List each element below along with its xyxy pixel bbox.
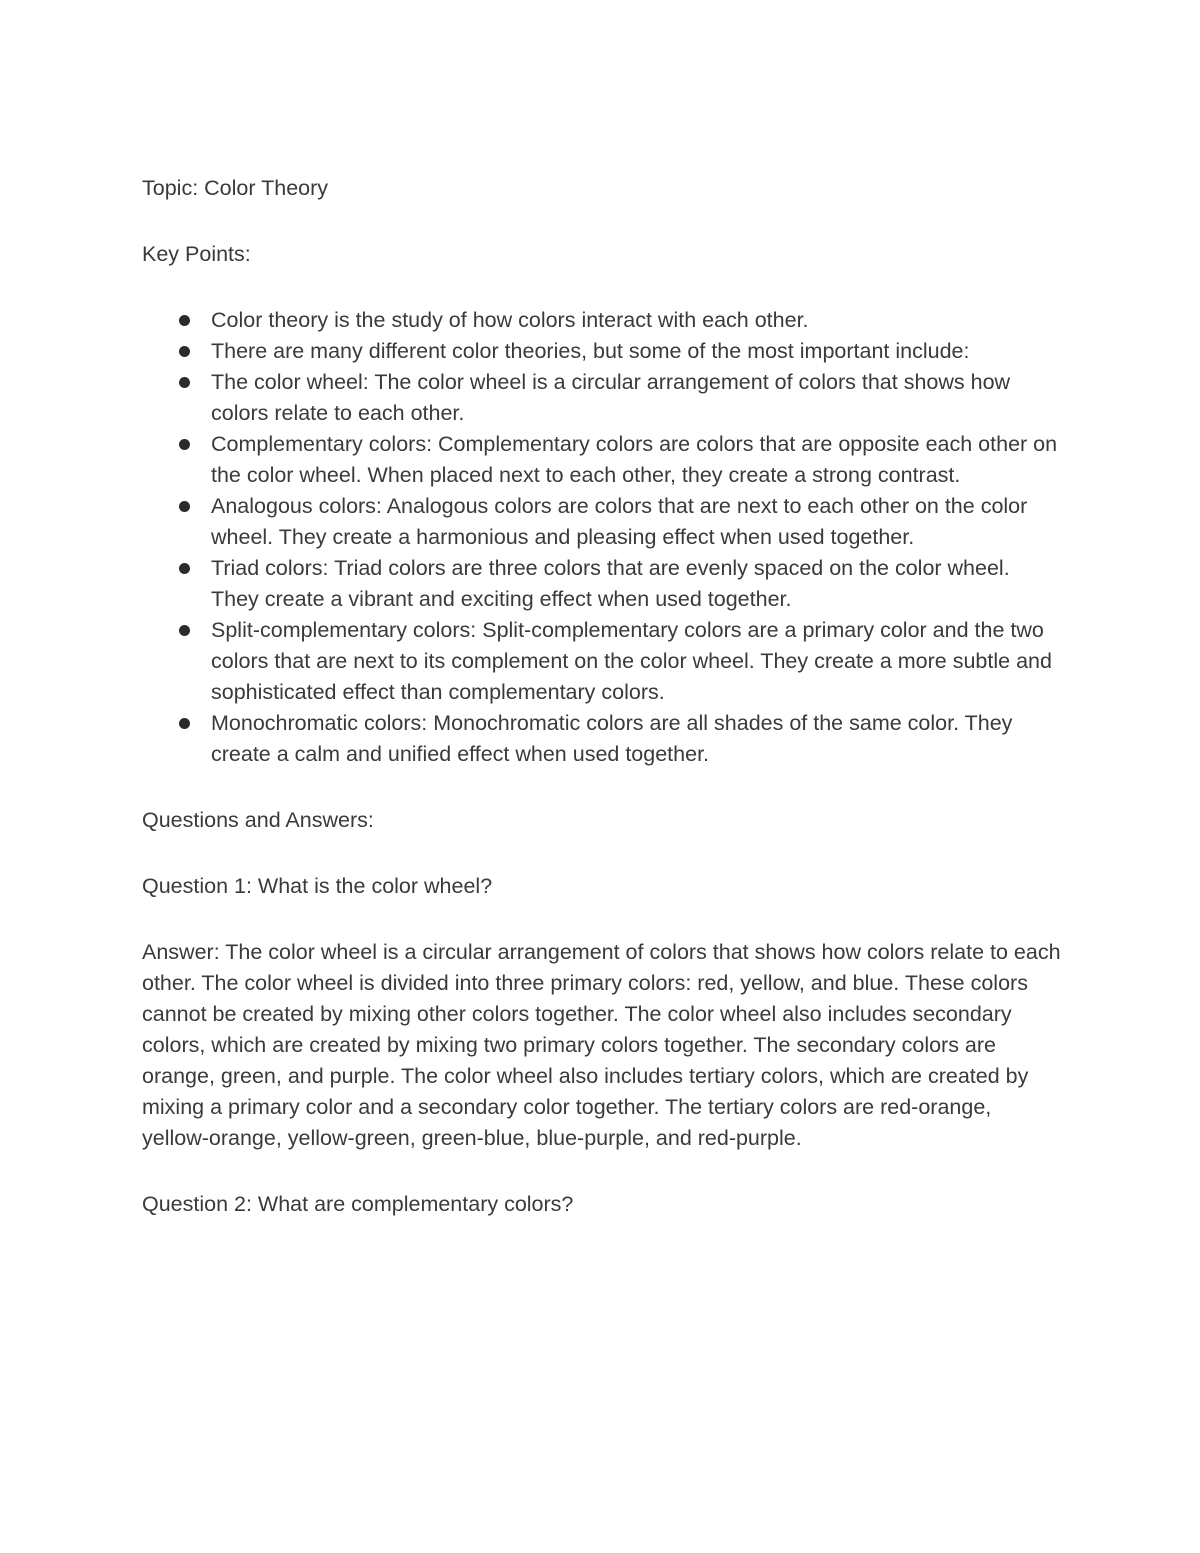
bullet-icon <box>179 439 190 450</box>
bullet-icon <box>179 563 190 574</box>
list-item-text: There are many different color theories, but some of the most important include: <box>211 339 970 363</box>
topic-heading: Topic: Color Theory <box>142 176 329 200</box>
key-points-list <box>142 305 1062 770</box>
qa-heading: Questions and Answers: <box>142 808 374 832</box>
list-item-text: Monochromatic colors: Monochromatic colors are all shades of the same color. They create a calm and unified effect when used together. <box>211 711 1013 766</box>
list-item <box>142 615 1062 708</box>
key-points-heading: Key Points: <box>142 242 251 266</box>
list-item <box>142 429 1062 491</box>
bullet-icon <box>179 718 190 729</box>
question-1: Question 1: What is the color wheel? <box>142 874 493 898</box>
spacer <box>142 1154 1062 1189</box>
list-item-text: Triad colors: Triad colors are three colors that are evenly spaced on the color wheel. They create a vibrant and exciting effect when used together. <box>211 556 1010 611</box>
bullet-icon <box>179 315 190 326</box>
list-item <box>142 708 1062 770</box>
bullet-icon <box>179 625 190 636</box>
question-2: Question 2: What are complementary colors? <box>142 1192 574 1216</box>
bullet-icon <box>179 377 190 388</box>
spacer <box>142 204 1062 239</box>
list-item <box>142 491 1062 553</box>
list-item-text: Complementary colors: Complementary colors are colors that are opposite each other on the color wheel. When placed next to each other, they create a strong contrast. <box>211 432 1058 487</box>
list-item <box>142 553 1062 615</box>
list-item <box>142 305 1062 336</box>
list-item-text: Split-complementary colors: Split-complementary colors are a primary color and the two colors that are next to its complement on the color wheel. They create a more subtle and sophisticated effect than complementary colors. <box>211 618 1052 704</box>
list-item <box>142 336 1062 367</box>
bullet-icon <box>179 346 190 357</box>
list-item <box>142 367 1062 429</box>
spacer <box>142 836 1062 871</box>
list-item-text: Color theory is the study of how colors interact with each other. <box>211 308 809 332</box>
answer-1: Answer: The color wheel is a circular arrangement of colors that shows how colors relate to each other. The color wheel is divided into three primary colors: red, yellow, and blue. These colors cannot be created by mixing other colors together. The color wheel also includes secondary colors, which are created by mixing two primary colors together. The secondary colors are orange, green, and purple. The color wheel also includes tertiary colors, which are created by mixing a primary color and a secondary color together. The tertiary colors are red-orange, yellow-orange, yellow-green, green-blue, blue-purple, and red-purple. <box>142 940 1061 1150</box>
spacer <box>142 270 1062 305</box>
spacer <box>142 770 1062 805</box>
spacer <box>142 902 1062 937</box>
list-item-text: The color wheel: The color wheel is a circular arrangement of colors that shows how colors relate to each other. <box>211 370 1011 425</box>
list-item-text: Analogous colors: Analogous colors are colors that are next to each other on the color wheel. They create a harmonious and pleasing effect when used together. <box>211 494 1028 549</box>
document-page <box>142 173 1062 1220</box>
bullet-icon <box>179 501 190 512</box>
